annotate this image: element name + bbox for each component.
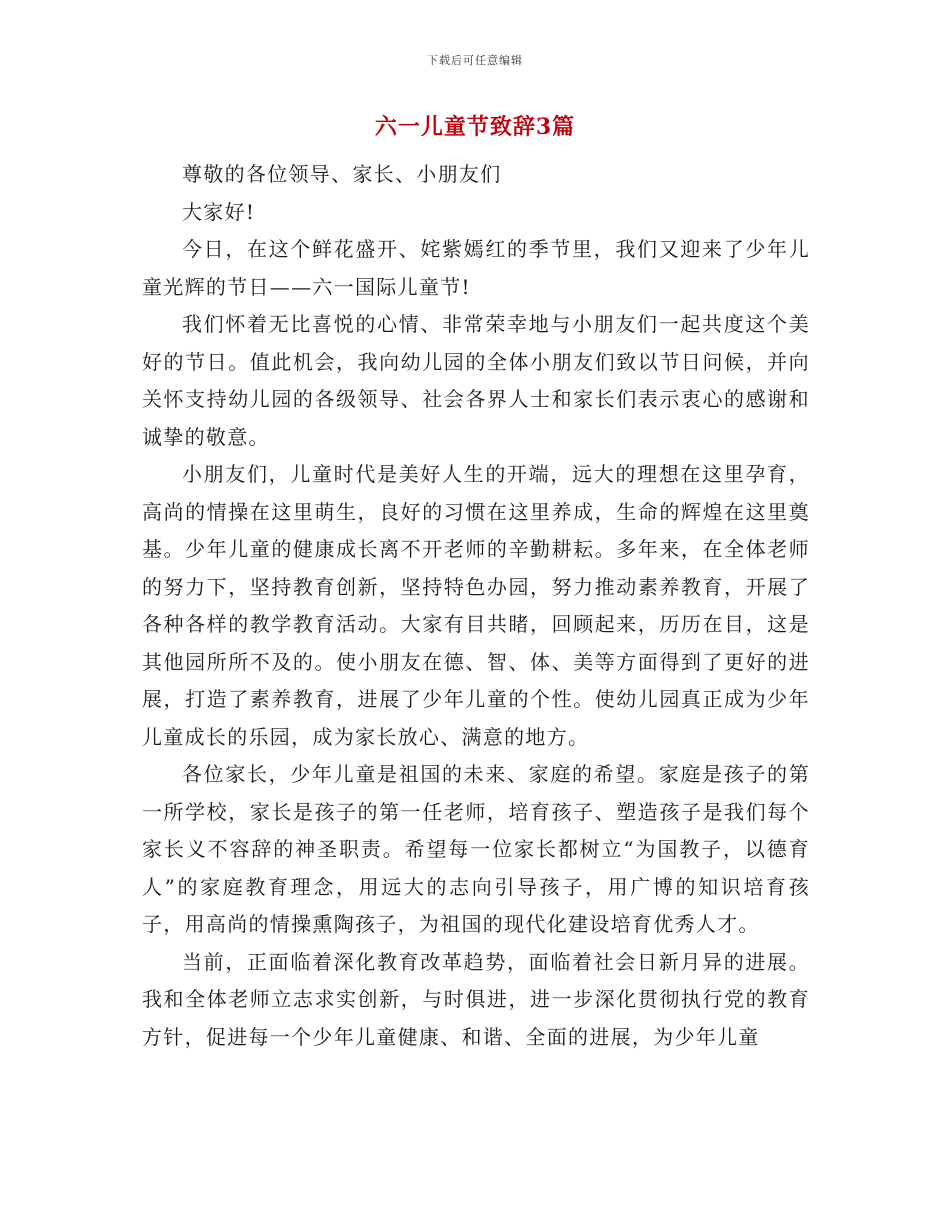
paragraph: 今日，在这个鲜花盛开、姹紫嫣红的季节里，我们又迎来了少年儿童光辉的节日——六一国际儿童节! — [142, 237, 810, 299]
document-title: 六一儿童节致辞3篇 — [374, 114, 576, 140]
paragraph: 当前，正面临着深化教育改革趋势，面临着社会日新月异的进展。我和全体老师立志求实创新，与时俱进，进一步深化贯彻执行党的教育方针，促进每一个少年儿童健康、和谐、全面的进展，为少年儿童 — [142, 949, 810, 1049]
paragraph: 各位家长，少年儿童是祖国的未来、家庭的希望。家庭是孩子的第一所学校，家长是孩子的第一任老师，培育孩子、塑造孩子是我们每个家长义不容辞的神圣职责。希望每一位家长都树立“为国教子，以德育人”的家庭教育理念，用远大的志向引导孩子，用广博的知识培育孩子，用高尚的情操熏陶孩子，为祖国的现代化建设培育优秀人才。 — [142, 762, 810, 936]
document-body — [142, 156, 810, 1056]
header-note: 下载后可任意编辑 — [427, 54, 523, 67]
paragraph-salutation: 尊敬的各位领导、家长、小朋友们 — [182, 162, 502, 186]
paragraph-greeting: 大家好! — [182, 199, 256, 224]
paragraph: 小朋友们，儿童时代是美好人生的开端，远大的理想在这里孕育，高尚的情操在这里萌生，良好的习惯在这里养成，生命的辉煌在这里奠基。少年儿童的健康成长离不开老师的辛勤耕耘。多年来，在全体老师的努力下，坚持教育创新，坚持特色办园，努力推动素养教育，开展了各种各样的教学教育活动。大家有目共睹，回顾起来，历历在目，这是其他园所所不及的。使小朋友在德、智、体、美等方面得到了更好的进展，打造了素养教育，进展了少年儿童的个性。使幼儿园真正成为少年儿童成长的乐园，成为家长放心、满意的地方。 — [142, 462, 810, 749]
paragraph: 我们怀着无比喜悦的心情、非常荣幸地与小朋友们一起共度这个美好的节日。值此机会，我向幼儿园的全体小朋友们致以节日问候，并向关怀支持幼儿园的各级领导、社会各界人士和家长们表示衷心的感谢和诚挚的敬意。 — [142, 312, 810, 449]
